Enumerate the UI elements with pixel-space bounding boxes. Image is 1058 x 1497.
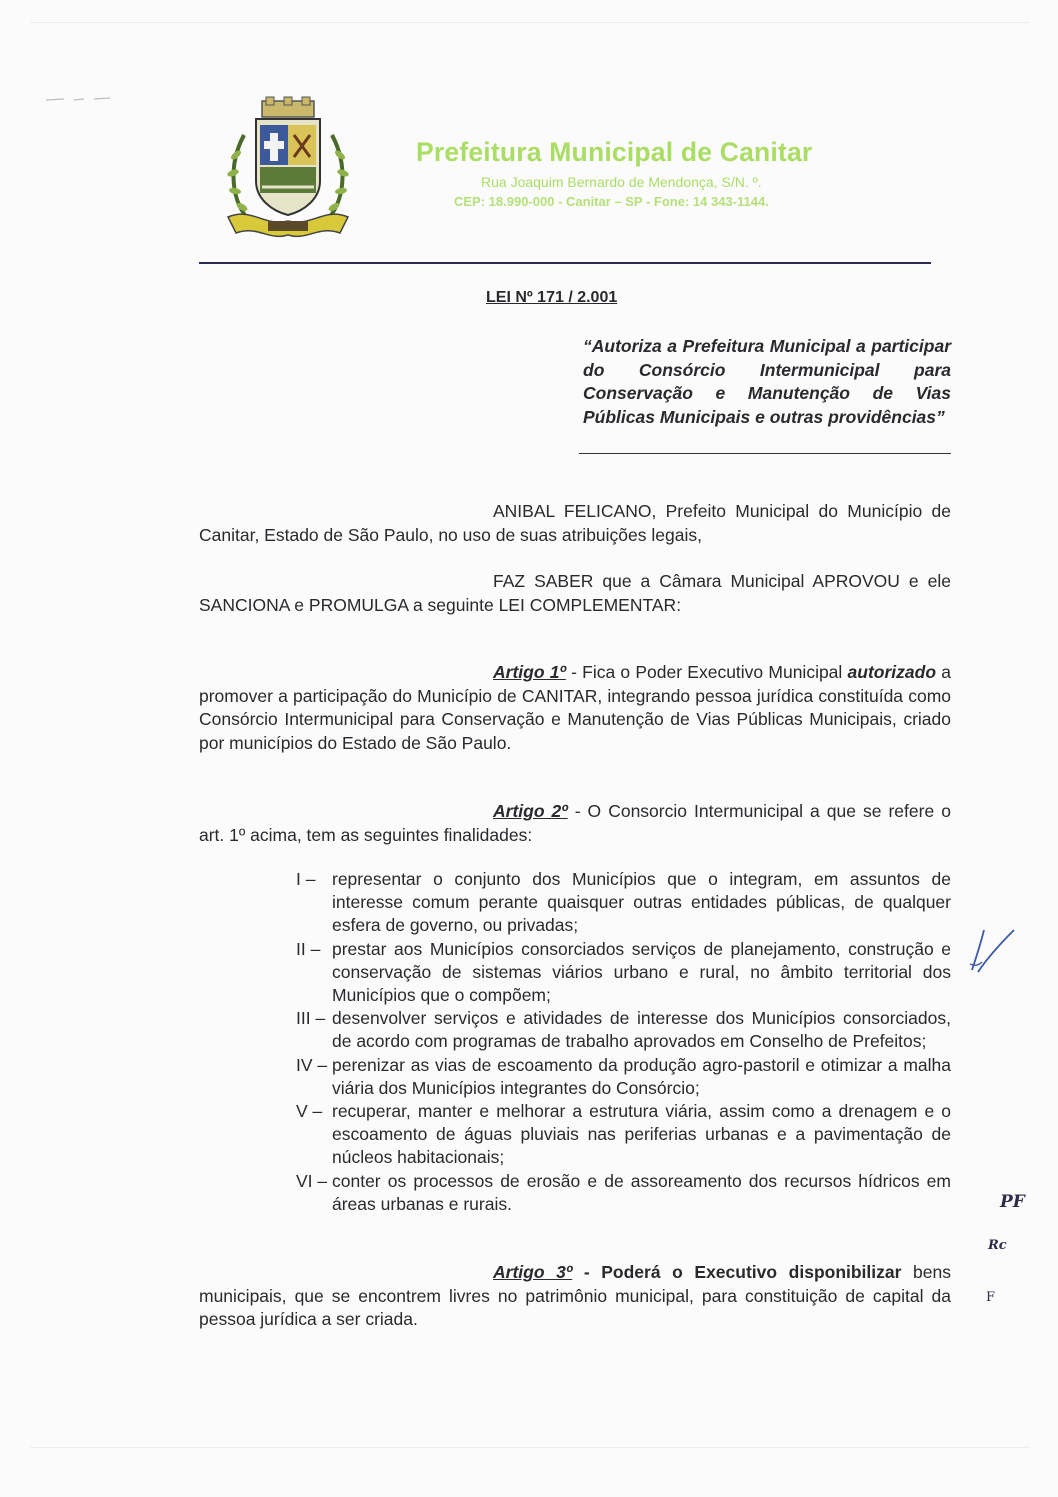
municipal-crest-icon <box>222 95 354 243</box>
article-2-lead: - O Consorcio Intermunicipal a que se <box>567 801 882 821</box>
margin-note: Rc <box>988 1238 1007 1253</box>
scan-edge <box>30 22 1030 23</box>
article-1-bold-word: autorizado <box>847 662 937 682</box>
article-2-items <box>296 868 951 1216</box>
item-number: III – <box>296 1008 331 1029</box>
org-name: Prefeitura Municipal de Canitar <box>416 137 813 167</box>
item-number: V – <box>296 1101 328 1122</box>
law-ementa: “Autoriza a Prefeitura Municipal a participar do Consórcio Intermunicipal para Conservação e Manutenção de Vias Públicas Municipais e outras providências” <box>583 336 951 427</box>
article-3-label: Artigo 3º <box>493 1262 573 1282</box>
preamble-rest: e ele SANCIONA e PROMULGA a seguinte LEI COMPLEMENTAR: <box>199 571 951 615</box>
article-1-text: a promover a participação do Município de CANITAR, integrando pessoa jurídica constituída como Consórcio Intermunicipal para Conservação e Manutenção de Vias Públicas Municipais, criado por municípios do Estado de São Paulo. <box>199 662 951 753</box>
ementa-underline <box>579 453 951 454</box>
item-text: prestar aos Municípios consorciados serviços de planejamento, construção e conservação de sistemas viários urbano e rural, no âmbito territorial dos Municípios que o compõem; <box>332 938 951 1006</box>
preamble-lead: FAZ SABER que a Câmara Municipal APROVOU <box>493 571 900 591</box>
item-number: II – <box>296 938 326 959</box>
org-contact: CEP: 18.990-000 - Canitar – SP - Fone: 14 343-1144. <box>454 194 769 209</box>
org-address: Rua Joaquim Bernardo de Mendonça, S/N. º. <box>481 174 762 190</box>
item-text: representar o conjunto dos Municípios que o integram, em assuntos de interesse comum perante quaisquer outras entidades públicas, de qualquer esfera de governo, ou privadas; <box>332 869 951 936</box>
scan-edge <box>30 1447 1030 1448</box>
list-item <box>296 1100 951 1170</box>
article-3-text: bens municipais, que se encontrem livres no patrimônio municipal, para constituição de capital da pessoa jurídica a ser criada. <box>199 1262 951 1329</box>
article-1 <box>199 661 951 755</box>
list-item <box>296 938 951 1008</box>
header-divider <box>199 262 931 264</box>
item-number: VI – <box>296 1170 332 1191</box>
item-text: perenizar as vias de escoamento da produção agro-pastoril e otimizar a malha viária dos Municípios integrantes do Consórcio; <box>332 1054 951 1098</box>
item-text: conter os processos de erosão e de assoreamento dos recursos hídricos em áreas urbanas e rurais. <box>332 1170 951 1214</box>
article-1-label: Artigo 1º <box>493 662 566 682</box>
preamble-paragraph-1 <box>199 500 951 547</box>
list-item <box>296 1007 951 1053</box>
article-2-text: refere o art. 1º acima, tem as seguintes finalidades: <box>199 801 951 845</box>
list-item <box>296 868 951 938</box>
scan-artifact <box>44 96 114 102</box>
list-item <box>296 1170 951 1216</box>
preamble-lead: ANIBAL FELICANO, Prefeito Municipal do <box>493 501 838 521</box>
article-3 <box>199 1261 951 1332</box>
item-number: I – <box>296 869 321 889</box>
article-1-lead: - Fica o Poder Executivo Municipal <box>565 662 843 682</box>
law-title: LEI Nº 171 / 2.001 <box>486 289 618 306</box>
handwritten-initials-icon <box>962 922 1022 978</box>
margin-note: PF <box>1000 1192 1025 1212</box>
article-2-label: Artigo 2º <box>493 801 568 821</box>
preamble-rest: Município de Canitar, Estado de São Paulo, no uso de suas atribuições legais, <box>199 501 951 545</box>
preamble-paragraph-2 <box>199 570 951 617</box>
item-number: IV – <box>296 1054 332 1075</box>
item-text: recuperar, manter e melhorar a estrutura viária, assim como a drenagem e o escoamento de águas pluviais nas periferias urbanas e a pavimentação de núcleos habitacionais; <box>332 1101 951 1168</box>
margin-note: F <box>986 1290 996 1305</box>
article-3-lead: - Poderá o Executivo disponibilizar <box>572 1262 902 1282</box>
list-item <box>296 1054 951 1100</box>
item-text: desenvolver serviços e atividades de interesse dos Municípios consorciados, de acordo com programas de trabalho aprovados em Conselho de Prefeitos; <box>332 1008 951 1052</box>
article-2 <box>199 800 951 847</box>
